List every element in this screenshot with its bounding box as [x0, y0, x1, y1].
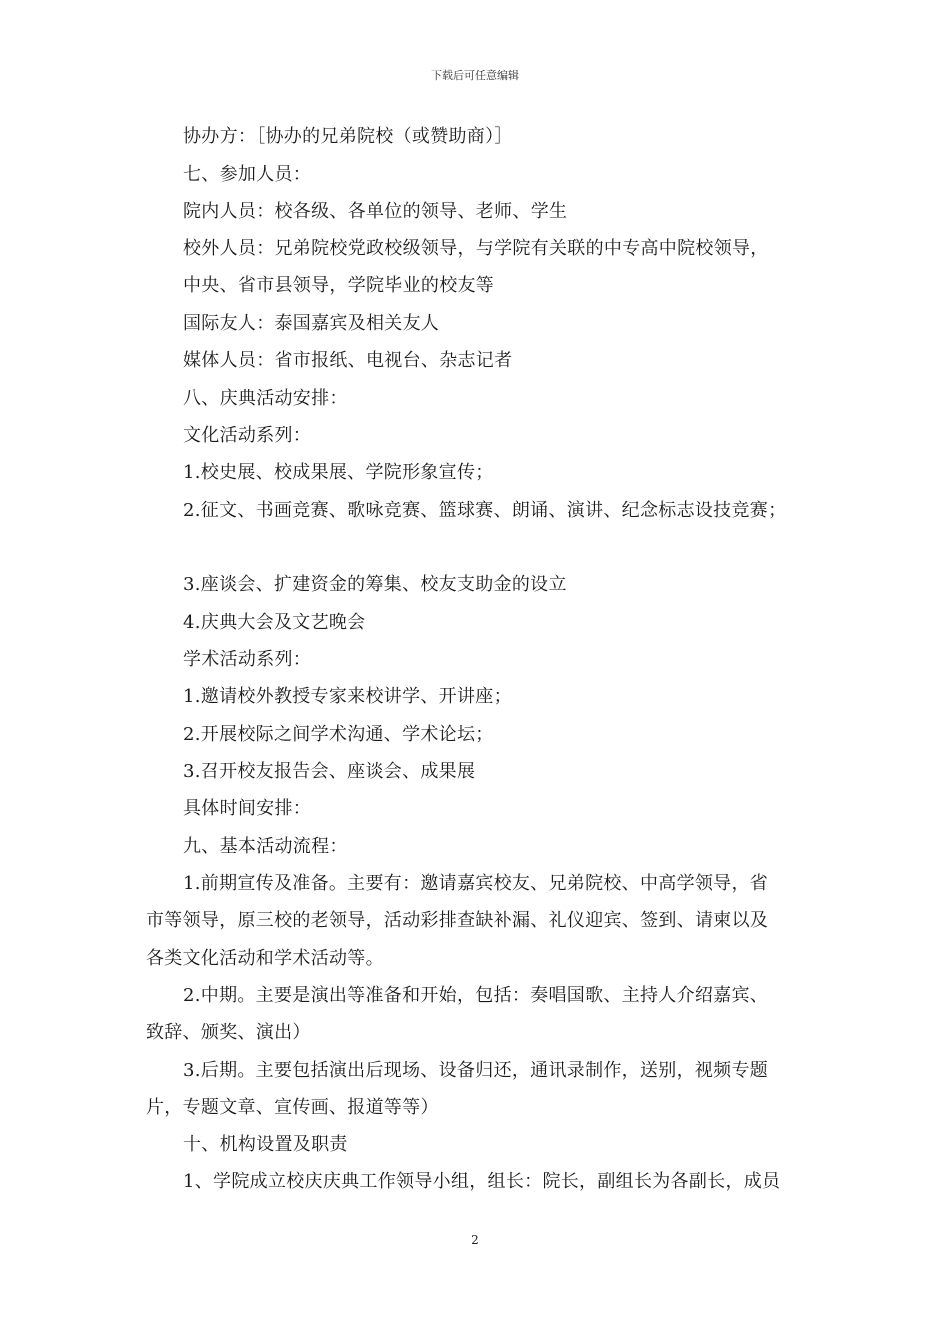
text-line: 媒体人员：省市报纸、电视台、杂志记者: [183, 350, 513, 371]
text-line: 八、庆典活动安排：: [183, 388, 348, 409]
text-line: 致辞、颁奖、演出）: [146, 1022, 311, 1043]
text-line: 文化活动系列：: [183, 425, 312, 446]
text-line: 3.座谈会、扩建资金的筹集、校友支助金的设立: [183, 574, 567, 595]
text-line: 协办方：［协办的兄弟院校（或赞助商）］: [183, 126, 513, 147]
text-line: 1、学院成立校庆庆典工作领导小组，组长：院长，副组长为各副长，成员: [183, 1171, 781, 1192]
text-line: 2.征文、书画竞赛、歌咏竞赛、篮球赛、朗诵、演讲、纪念标志设技竞赛；: [183, 500, 787, 521]
text-line: 十、机构设置及职责: [183, 1134, 348, 1155]
text-line: 1.校史展、校成果展、学院形象宣传；: [183, 462, 494, 483]
text-line: 市等领导，原三校的老领导，活动彩排查缺补漏、礼仪迎宾、签到、请柬以及: [146, 910, 769, 931]
text-line: 1.邀请校外教授专家来校讲学、开讲座；: [183, 686, 512, 707]
text-line: 片，专题文章、宣传画、报道等等）: [146, 1097, 439, 1118]
text-line: 2.开展校际之间学术沟通、学术论坛；: [183, 724, 494, 745]
page-number: 2: [471, 1233, 479, 1247]
text-line: 中央、省市县领导，学院毕业的校友等: [183, 275, 495, 296]
text-line: 具体时间安排：: [183, 798, 312, 819]
text-line: 院内人员：校各级、各单位的领导、老师、学生: [183, 201, 568, 222]
text-line: 4.庆典大会及文艺晚会: [183, 612, 366, 633]
text-line: 校外人员：兄弟院校党政校级领导，与学院有关联的中专高中院校领导，: [183, 238, 769, 259]
text-line: 国际友人：泰国嘉宾及相关友人: [183, 313, 440, 334]
text-line: 各类文化活动和学术活动等。: [146, 948, 384, 969]
text-line: 1.前期宣传及准备。主要有：邀请嘉宾校友、兄弟院校、中高学领导，省: [183, 873, 769, 894]
text-line: 九、基本活动流程：: [183, 836, 348, 857]
text-line: 3.召开校友报告会、座谈会、成果展: [183, 761, 476, 782]
text-line: 七、参加人员：: [183, 164, 312, 185]
page-header: 下载后可任意编辑: [431, 69, 519, 82]
text-line: 学术活动系列：: [183, 649, 312, 670]
text-line: 3.后期。主要包括演出后现场、设备归还，通讯录制作，送别，视频专题: [183, 1060, 769, 1081]
text-line: 2.中期。主要是演出等准备和开始，包括：奏唱国歌、主持人介绍嘉宾、: [183, 985, 769, 1006]
